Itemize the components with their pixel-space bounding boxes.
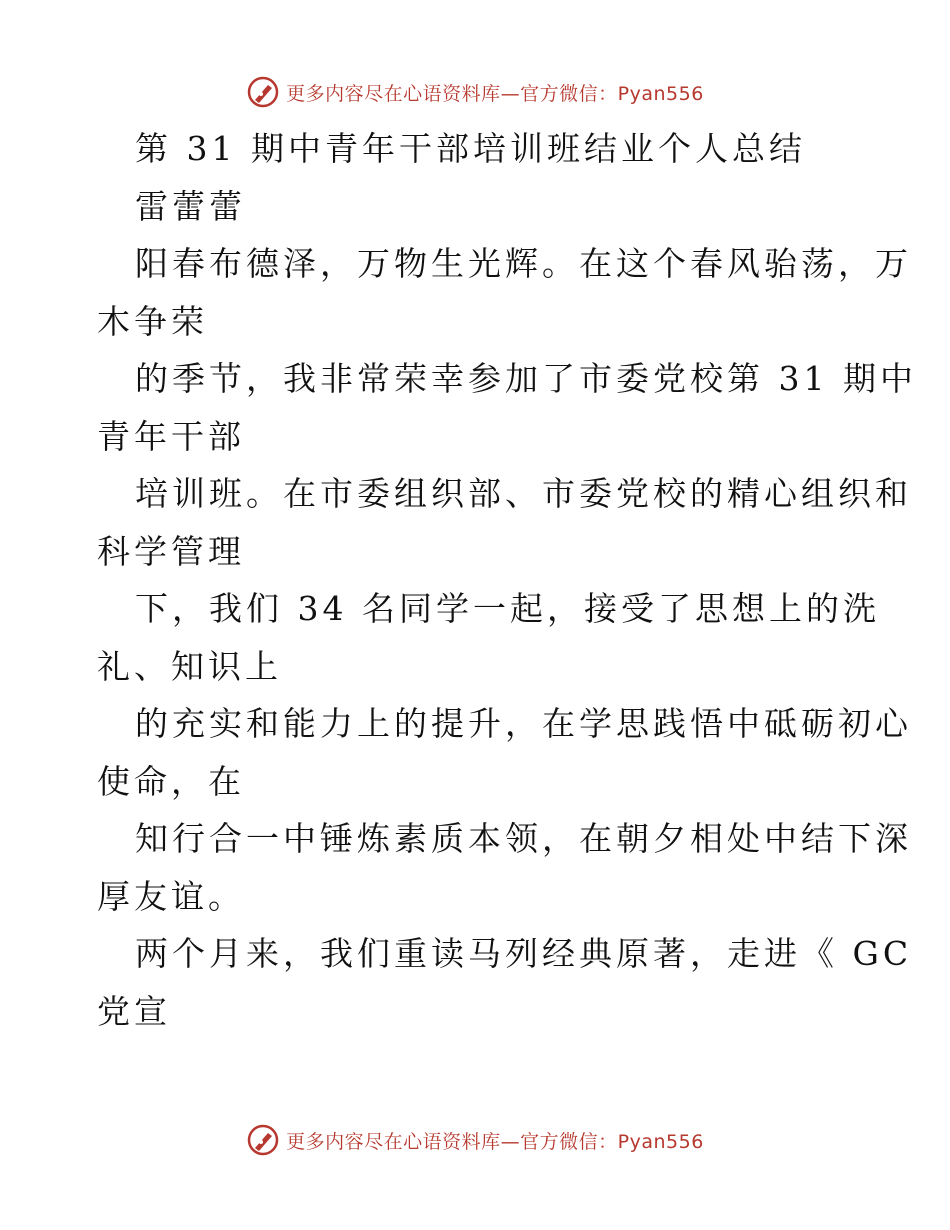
document-body xyxy=(97,120,917,1040)
text-line: 下，我们 34 名同学一起，接受了思想上的洗 xyxy=(135,589,880,628)
text-line: 科学管理 xyxy=(97,531,245,571)
text-line: 礼、知识上 xyxy=(97,646,282,686)
text-line: 的充实和能力上的提升，在学思践悟中砥砺初心 xyxy=(135,704,912,743)
footer-watermark-text: 更多内容尽在心语资料库—官方微信：Pyan556 xyxy=(286,1130,704,1153)
text-line: 的季节，我非常荣幸参加了市委党校第 31 期中 xyxy=(135,359,917,398)
footer-watermark-banner xyxy=(0,1120,950,1160)
document-author: 雷蕾蕾 xyxy=(135,186,246,226)
text-line: 木争荣 xyxy=(97,301,208,341)
header-watermark-banner xyxy=(0,72,950,112)
text-line: 知行合一中锤炼素质本领，在朝夕相处中结下深 xyxy=(135,819,912,858)
text-line: 使命，在 xyxy=(97,761,245,801)
text-line: 党宣 xyxy=(97,991,171,1031)
pen-logo-icon xyxy=(246,1123,280,1157)
pen-logo-icon xyxy=(246,75,280,109)
header-watermark-text: 更多内容尽在心语资料库—官方微信：Pyan556 xyxy=(286,82,704,105)
document-title: 第 31 期中青年干部培训班结业个人总结 xyxy=(135,129,806,168)
text-line: 阳春布德泽，万物生光辉。在这个春风骀荡，万 xyxy=(135,244,912,283)
text-line: 两个月来，我们重读马列经典原著，走进《 GC xyxy=(135,934,913,973)
text-line: 青年干部 xyxy=(97,416,245,456)
text-line: 培训班。在市委组织部、市委党校的精心组织和 xyxy=(135,474,912,513)
text-line: 厚友谊。 xyxy=(97,876,245,916)
